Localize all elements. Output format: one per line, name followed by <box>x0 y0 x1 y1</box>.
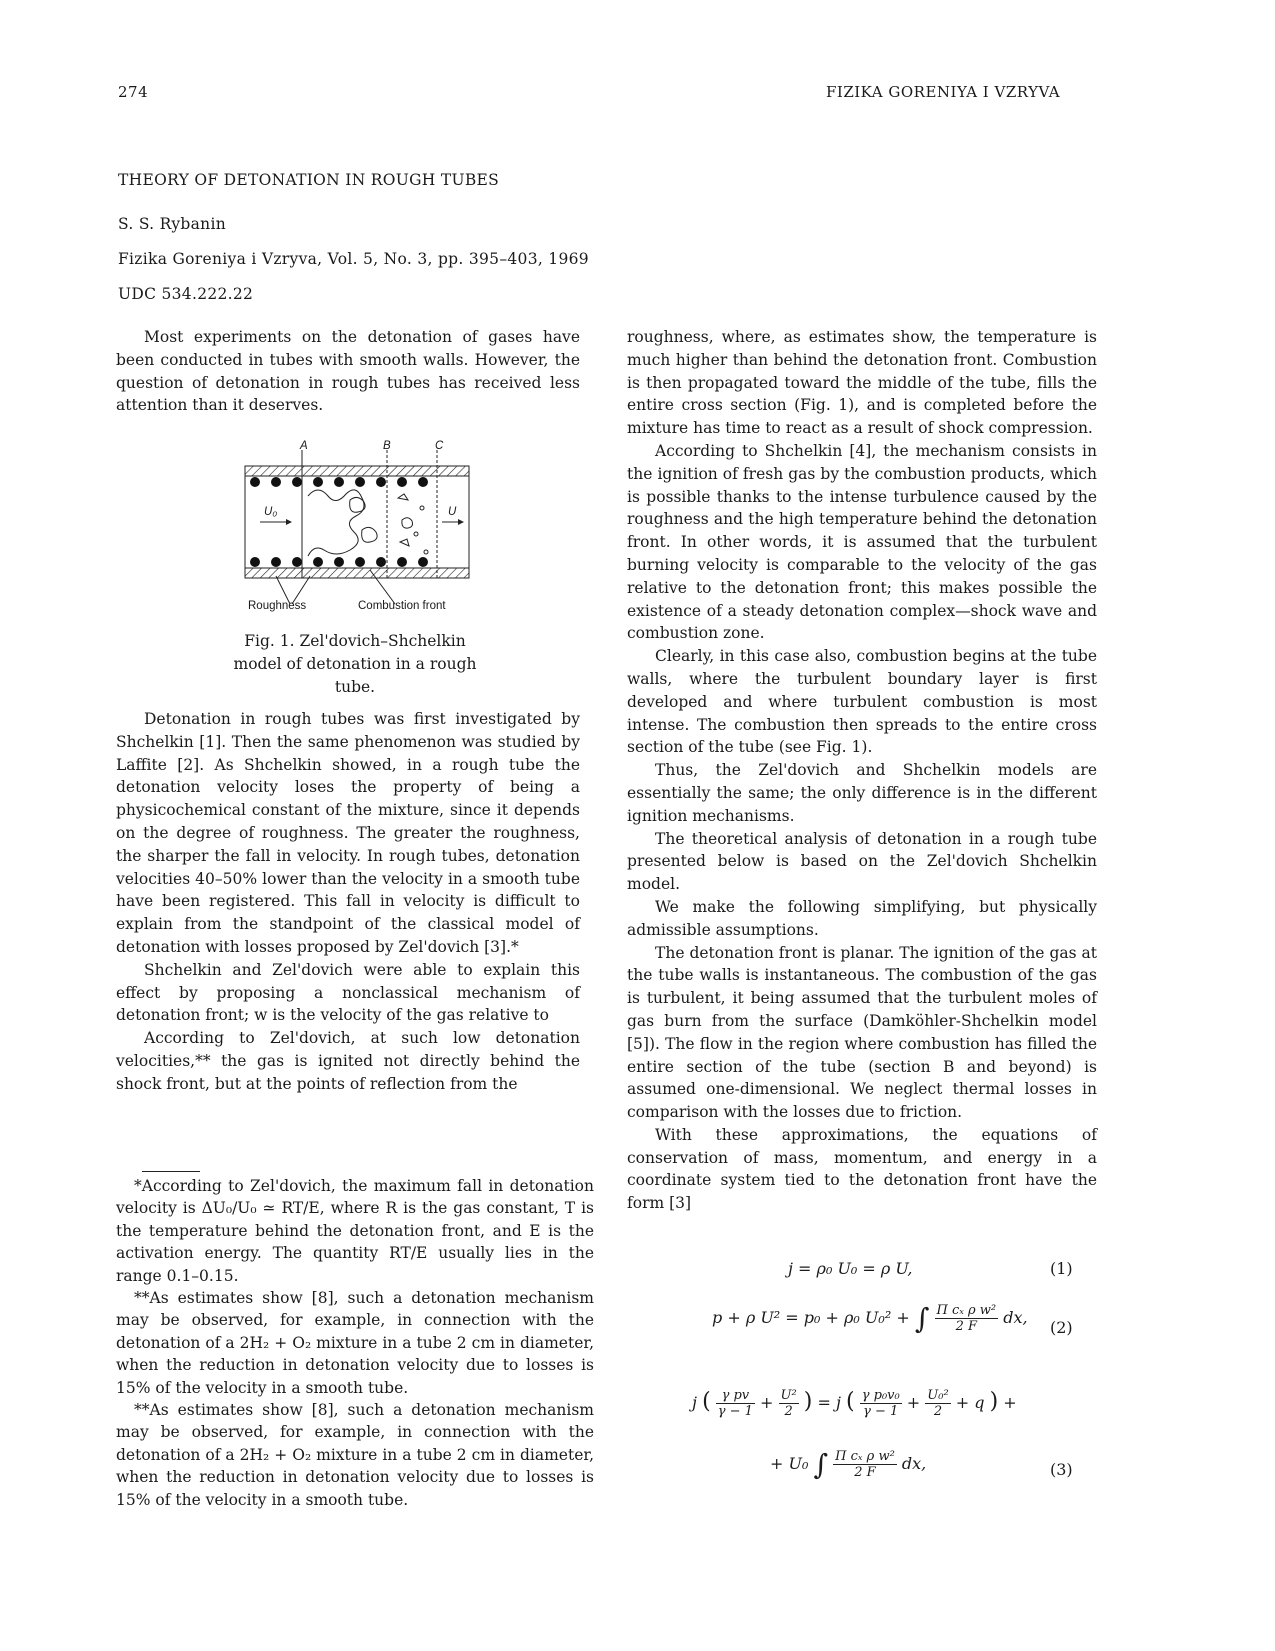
fraction-denominator: γ − 1 <box>717 1404 753 1419</box>
equation-3-frac-a <box>716 1388 755 1419</box>
equation-3-frac-c <box>860 1388 902 1419</box>
equation-3-frac-d <box>925 1388 950 1419</box>
combustion-front <box>308 490 364 556</box>
fraction-denominator: γ − 1 <box>863 1404 899 1419</box>
roughness-label: Roughness <box>248 600 307 612</box>
article-citation: Fizika Goreniya i Vzryva, Vol. 5, No. 3, pp. 395–403, 1969 <box>118 250 589 268</box>
paragraph: Thus, the Zel'dovich and Shchelkin models are essentially the same; the only difference is in the different ignition mechanisms. <box>627 761 1097 825</box>
tube-bottom-wall <box>245 568 469 578</box>
equation-3-frac-b <box>779 1388 799 1419</box>
equation-3-frac-e <box>833 1449 897 1480</box>
equation-2-lhs: p + ρ U² = p₀ + ρ₀ U₀² + <box>712 1308 910 1327</box>
combustion-front-label: Combustion front <box>358 600 446 612</box>
fraction-denominator: 2 F <box>854 1465 876 1480</box>
equation-2 <box>712 1302 1028 1335</box>
fraction-denominator: 2 F <box>955 1319 978 1334</box>
fraction-numerator: U² <box>780 1388 797 1403</box>
equation-1-number: (1) <box>1050 1259 1073 1278</box>
footnote: **As estimates show [8], such a detonation mechanism may be observed, for example, in connection with the detonation of a 2H₂ + O₂ mixture in a tube 2 cm in diameter, when the reduction in detonation velocity due to losses is 15% of the velocity in a smooth tube. <box>116 1401 594 1509</box>
paragraph: Most experiments on the detonation of gases have been conducted in tubes with smooth walls. However, the question of detonation in rough tubes has received less attention than it deserves. <box>116 328 580 415</box>
velocity-u0-label: U₀ <box>264 506 278 518</box>
paragraph: Clearly, in this case also, combustion begins at the tube walls, where the turbulent boundary layer is first developed and where turbulent combustion is most intense. The combustion then spreads to the entire cross section of the tube (see Fig. 1). <box>627 647 1097 757</box>
running-journal-title: FIZIKA GORENIYA I VZRYVA <box>826 83 1061 101</box>
equation-3-lead: + U₀ <box>770 1454 809 1473</box>
fraction-numerator: Π cₓ ρ w² <box>835 1449 895 1464</box>
article-author: S. S. Rybanin <box>118 215 226 233</box>
paragraph: According to Zel'dovich, at such low detonation velocities,** the gas is ignited not directly behind the shock front, but at the points of reflection from the <box>116 1029 580 1093</box>
equation-2-fraction <box>935 1303 999 1334</box>
equation-2-tail: dx, <box>1003 1308 1028 1327</box>
integral-sign: ∫ <box>914 1302 930 1335</box>
equation-1: j = ρ₀ U₀ = ρ U, <box>788 1259 913 1278</box>
page-number: 274 <box>118 83 149 101</box>
equation-3-number: (3) <box>1050 1460 1073 1479</box>
fraction-numerator: Π cₓ ρ w² <box>936 1303 997 1318</box>
paragraph: The detonation front is planar. The ignition of the gas at the tube walls is instantaneous. The combustion of the gas is turbulent, it being assumed that the turbulent moles of gas burn from the surface (Damköhler-Shchelkin model [5]). The flow in the region where combustion has filled the entire section of the tube (section B and beyond) is assumed one-dimensional. We neglect thermal losses in comparison with the losses due to friction. <box>627 943 1097 1122</box>
tube-top-wall <box>245 466 469 476</box>
right-column-body <box>627 326 1097 1215</box>
fraction-denominator: 2 <box>784 1404 793 1419</box>
paragraph: With these approximations, the equations of conservation of mass, momentum, and energy in a coordinate system tied to the detonation front have the form [3] <box>627 1125 1097 1213</box>
paragraph: roughness, where, as estimates show, the temperature is much higher than behind the detonation front. Combustion is then propagated toward the middle of the tube, fills the entire cross section (Fig. 1), and is completed before the mixture has time to react as a result of shock compression. <box>627 328 1097 438</box>
paragraph: The theoretical analysis of detonation in a rough tube presented below is based on the Zel'dovich Shchelkin model. <box>627 829 1097 894</box>
velocity-u-label: U <box>448 506 457 518</box>
footnotes <box>116 1175 594 1511</box>
equation-3-flux: j <box>692 1393 697 1412</box>
section-c-label: C <box>435 440 444 452</box>
paragraph: We make the following simplifying, but physically admissible assumptions. <box>627 897 1097 939</box>
article-title: THEORY OF DETONATION IN ROUGH TUBES <box>118 171 500 189</box>
section-a-label: A <box>300 440 308 452</box>
left-column-intro <box>116 326 580 417</box>
paragraph: Detonation in rough tubes was first investigated by Shchelkin [1]. Then the same phenomenon was studied by Laffite [2]. As Shchelkin showed, in a rough tube the detonation velocity loses the property of being a physicochemical constant of the mixture, since it depends on the degree of roughness. The greater the roughness, the sharper the fall in velocity. In rough tubes, detonation velocities 40–50% lower than the velocity in a smooth tube have been registered. This fall in velocity is difficult to explain from the standpoint of the classical model of detonation with losses proposed by Zel'dovich [3].* <box>116 710 580 956</box>
figure-1 <box>230 438 480 618</box>
fraction-numerator: γ pv <box>716 1388 755 1404</box>
paragraph: According to Shchelkin [4], the mechanism consists in the ignition of fresh gas by the combustion products, which is possible thanks to the intense turbulence caused by the roughness and the high temperature behind the detonation front. In other words, it is assumed that the turbulent burning velocity is comparable to the velocity of the gas relative to the detonation front; this makes possible the existence of a steady detonation complex—shock wave and combustion zone. <box>627 441 1097 643</box>
equation-3-tail: dx, <box>901 1454 927 1473</box>
equation-3-heat-term: + q <box>955 1393 985 1412</box>
equation-3-flux: j <box>835 1393 841 1412</box>
tube-diagram <box>230 438 480 618</box>
fraction-numerator: U₀² <box>927 1388 949 1403</box>
equation-3-line-1: j ( $\frac{\text{γ pv}}{\gamma - 1}$ + $\frac{\text{U²}}{2}$ ) = j ( $\frac{\text{γ p₀v₀}}{\gamma - 1}$ + $\frac{\text{U₀²}}{2}$ + q ) + <box>692 1388 1017 1419</box>
figure-caption: Fig. 1. Zel'dovich–Shchelkin model of detonation in a rough tube. <box>233 632 477 696</box>
article-udc: UDC 534.222.22 <box>118 285 254 303</box>
fraction-numerator: γ p₀v₀ <box>861 1388 900 1403</box>
section-b-label: B <box>383 440 391 452</box>
integral-sign: ∫ <box>813 1448 829 1481</box>
footnote-rule <box>142 1171 200 1172</box>
left-column-body <box>116 708 580 1096</box>
equation-3-line-2 <box>770 1448 926 1481</box>
equation-2-number: (2) <box>1050 1318 1073 1337</box>
paragraph: Shchelkin and Zel'dovich were able to explain this effect by proposing a nonclassical mechanism of detonation front; w is the velocity of the gas relative to <box>116 960 580 1025</box>
footnote: **As estimates show [8], such a detonation mechanism may be observed, for example, in connection with the detonation of a 2H₂ + O₂ mixture in a tube 2 cm in diameter, when the reduction in detonation velocity due to losses is 15% of the velocity in a smooth tube. <box>116 1289 594 1397</box>
fraction-denominator: 2 <box>933 1404 943 1419</box>
footnote: *According to Zel'dovich, the maximum fall in detonation velocity is ΔU₀/U₀ ≃ RT/E, where R is the gas constant, T is the temperature behind the detonation front, and E is the activation energy. The quantity RT/E usually lies in the range 0.1–0.15. <box>116 1177 594 1285</box>
